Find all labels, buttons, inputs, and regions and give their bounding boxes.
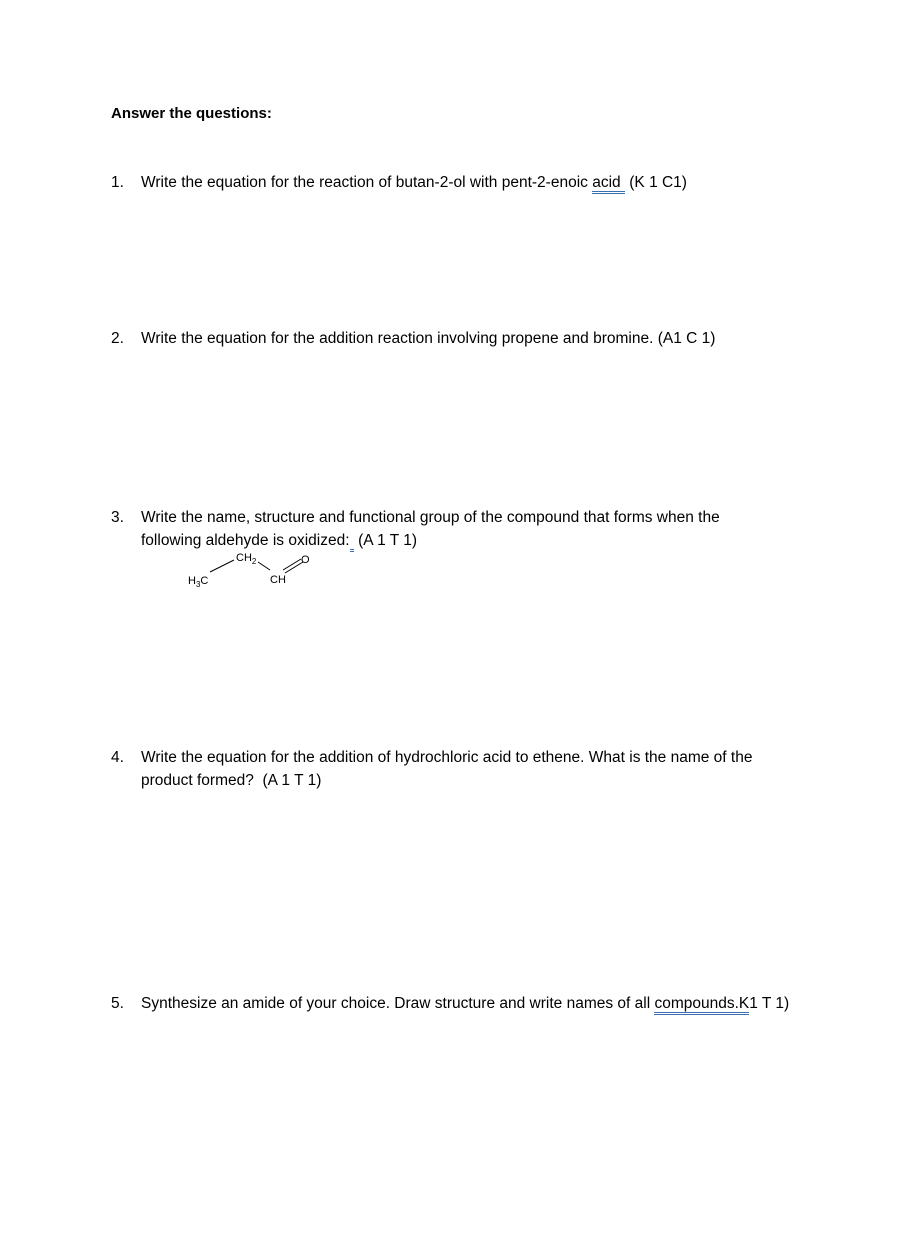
atom-o: O xyxy=(301,554,310,566)
question-text-line-1: Write the name, structure and functional group of the compound that forms when the xyxy=(141,509,720,526)
question-number: 1. xyxy=(111,174,124,191)
question-text xyxy=(141,746,861,792)
question-number: 2. xyxy=(111,330,124,347)
question-text xyxy=(141,171,861,194)
atom-ch: CH xyxy=(270,574,286,586)
question-number: 3. xyxy=(111,509,124,526)
grammar-underlined-text xyxy=(592,174,625,194)
question-text: Write the equation for the addition reaction involving propene and bromine. (A1 C 1) xyxy=(141,330,716,347)
question-text-line-2: product formed? (A 1 T 1) xyxy=(141,772,322,789)
question-number: 4. xyxy=(111,749,124,766)
question-marks: (K 1 C1) xyxy=(624,174,687,191)
atom-ch2: $CH_2$ xyxy=(236,552,257,566)
bond-c2-c3 xyxy=(258,562,270,570)
question-number: 5. xyxy=(111,995,124,1012)
question-marks: 1 T 1) xyxy=(749,995,790,1012)
question-marks: (A 1 T 1) xyxy=(353,532,418,549)
question-text-line-2: following aldehyde is oxidized: xyxy=(141,532,350,549)
atom-h3c: $H_3C$ xyxy=(188,575,209,589)
aldehyde-structure xyxy=(186,550,326,590)
page-heading: Answer the questions: xyxy=(111,105,272,122)
bond-c1-c2 xyxy=(210,560,234,572)
question-text-line-1: Write the equation for the addition of hydrochloric acid to ethene. What is the name of the xyxy=(141,749,753,766)
question-text xyxy=(141,992,881,1015)
question-text-part: Synthesize an amide of your choice. Draw structure and write names of all xyxy=(141,995,655,1012)
underlined-word: acid xyxy=(592,174,621,191)
grammar-underlined-text: compounds.K xyxy=(654,995,749,1015)
question-text xyxy=(141,506,861,552)
question-text-part: Write the equation for the reaction of butan-2-ol with pent-2-enoic xyxy=(141,174,593,191)
